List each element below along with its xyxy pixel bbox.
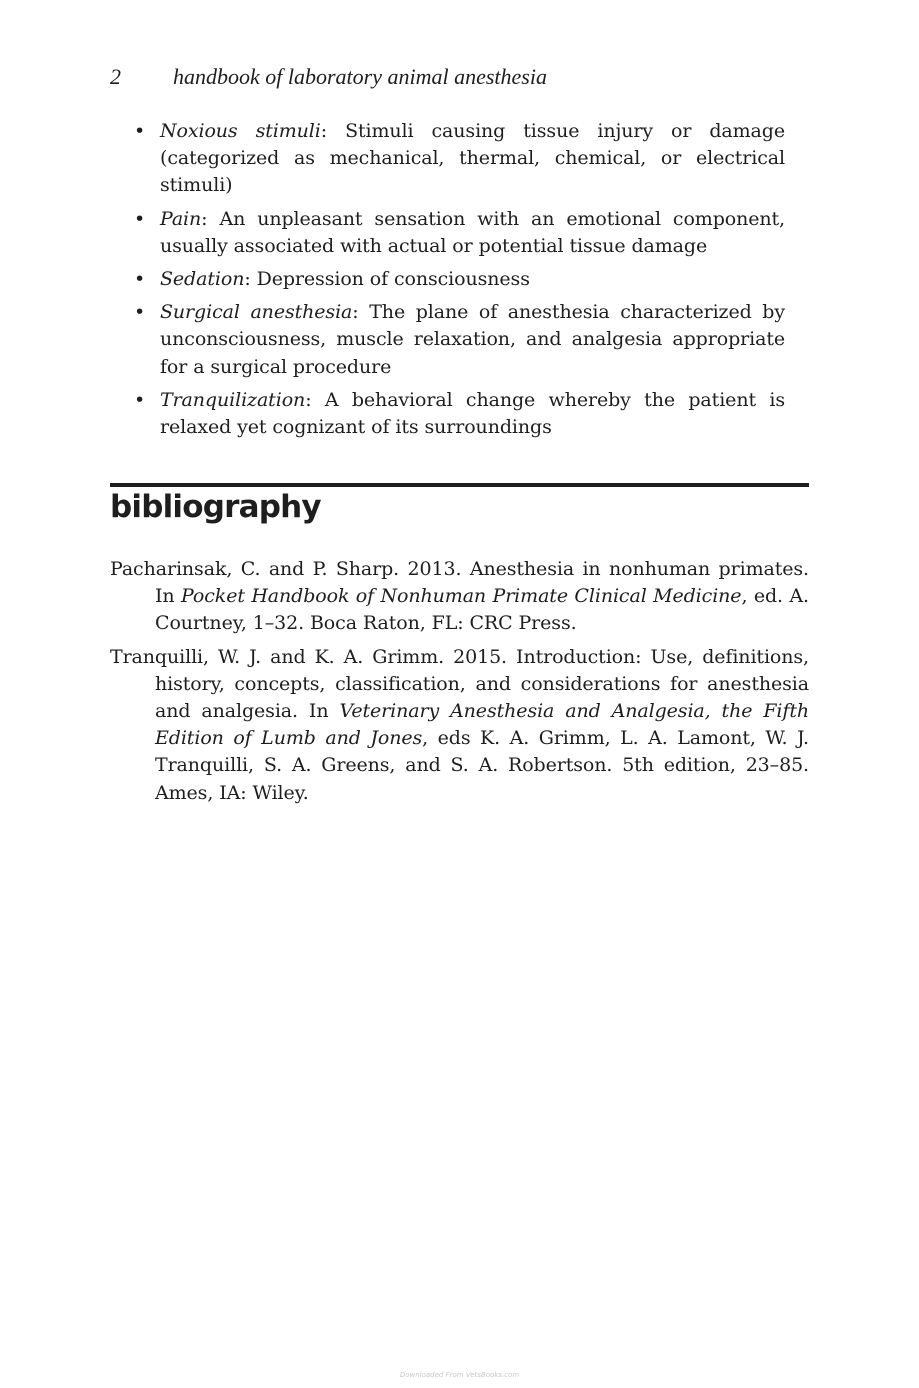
bullet-icon: • (134, 120, 146, 142)
running-head (110, 62, 547, 92)
entry-title: Pocket Handbook of Nonhuman Primate Clinical Medicine (180, 585, 742, 608)
definition-text: : An unpleasant sensation with an emotional component, usually associated with actual or potential tissue damage (160, 207, 785, 257)
section-heading: bibliography (110, 489, 321, 525)
bullet-icon: • (134, 388, 146, 411)
definition-term: Surgical anesthesia (160, 301, 353, 324)
bibliography-entry (110, 556, 809, 638)
definition-term: Pain (160, 207, 202, 230)
footer-watermark: Downloaded From VetsBooks.com (399, 1371, 520, 1379)
list-item (134, 266, 785, 293)
entry-title: Veterinary Anesthesia and Analgesia, the Fifth Edition of Lumb and Jones (155, 700, 809, 750)
definition-text: : A behavioral change whereby the patient is relaxed yet cognizant of its surroundings (160, 388, 785, 439)
list-item (134, 299, 785, 381)
list-item (134, 118, 785, 200)
definition-term: Tranquilization (160, 388, 306, 411)
entry-text: , ed. A. Courtney, 1–32. Boca Raton, FL: CRC Press. (155, 585, 809, 635)
list-item (134, 206, 785, 260)
list-item (134, 387, 785, 441)
entry-text: Pacharinsak, C. and P. Sharp. 2013. Anesthesia in nonhuman primates. In (110, 558, 809, 608)
bullet-icon: • (134, 268, 146, 291)
definition-text: : The plane of anesthesia characterized by unconsciousness, muscle relaxation, and analgesia appropriate for a surgical procedure (160, 301, 785, 378)
bullet-icon: • (134, 301, 146, 324)
entry-text: , eds K. A. Grimm, L. A. Lamont, W. J. Tranquilli, S. A. Greens, and S. A. Robertson. 5th edition, 23–85. Ames, IA: Wiley. (155, 727, 809, 804)
bullet-icon: • (134, 207, 146, 230)
definition-text: : Depression of consciousness (244, 268, 530, 291)
definition-term: Sedation (160, 268, 245, 291)
bibliography-entry (110, 644, 809, 807)
definition-text: : Stimuli causing tissue injury or damage (categorized as mechanical, thermal, chemical, or electrical stimuli) (160, 120, 785, 197)
entry-text: Tranquilli, W. J. and K. A. Grimm. 2015. Introduction: Use, definitions, history, concepts, classification, and considerations for anesthesia and analgesia. In (110, 645, 809, 723)
bibliography-list (110, 556, 809, 813)
page-number: 2 (110, 64, 121, 89)
definition-term: Noxious stimuli (160, 120, 321, 142)
definition-list (134, 118, 785, 447)
running-title: handbook of laboratory animal anesthesia (173, 64, 547, 89)
